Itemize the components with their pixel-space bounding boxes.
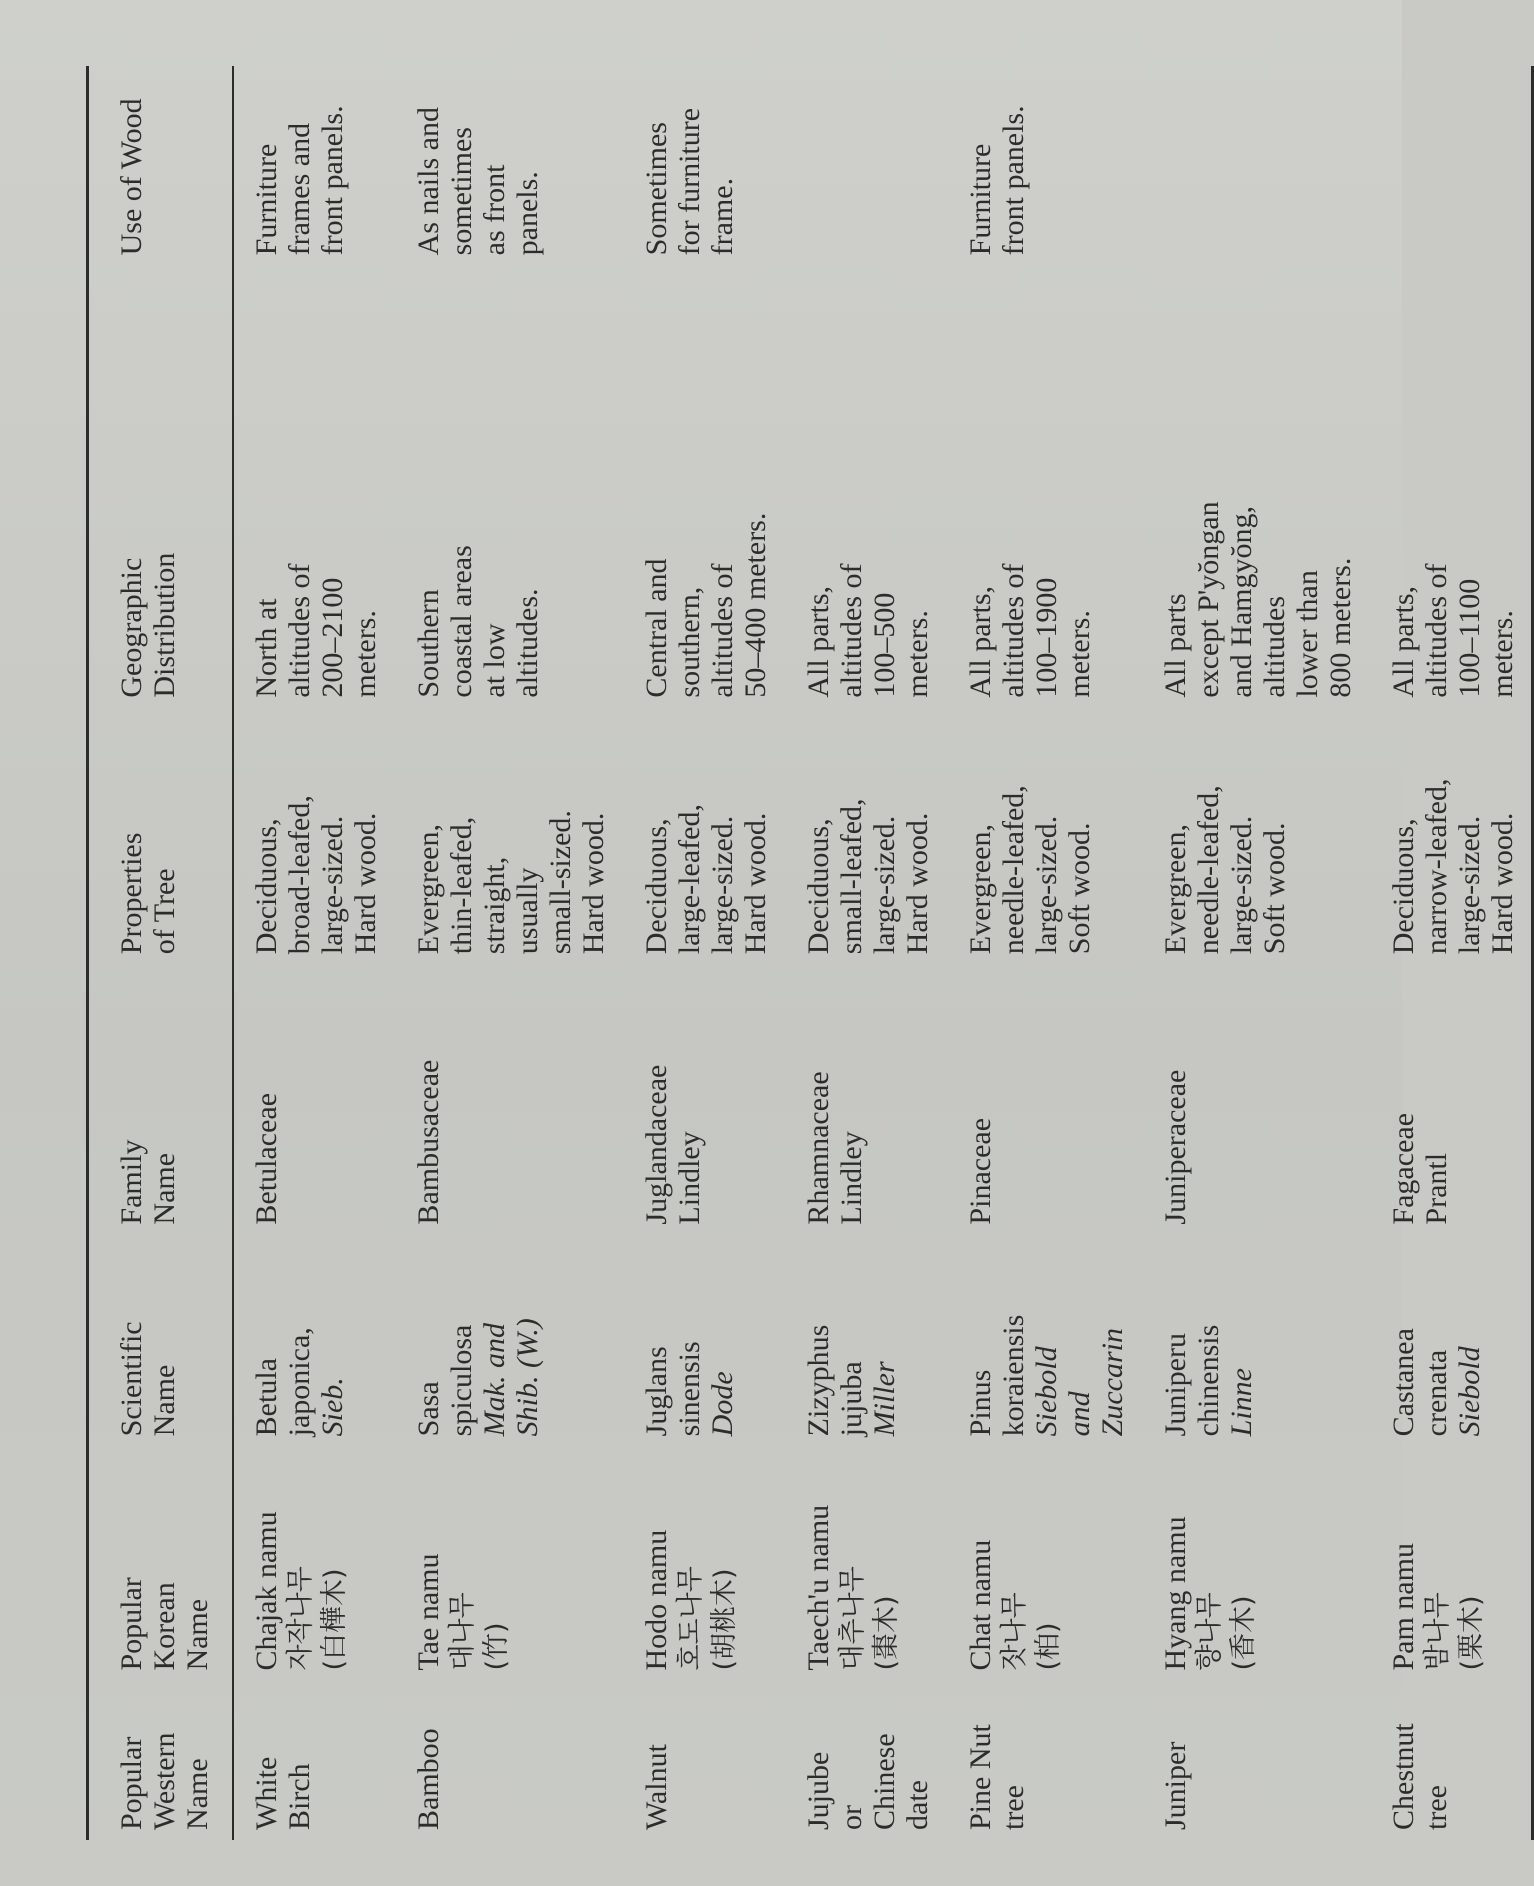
use-of-wood-cell: Sometimes for furniture frame. [640, 107, 739, 256]
family-name-cell: Juglandaceae Lindley [640, 1064, 706, 1225]
family-name-cell: Pinaceae [964, 1117, 997, 1225]
properties-cell: Evergreen, thin-leafed, straight, usually small-sized. Hard wood. [412, 810, 610, 955]
distribution-cell: All parts, altitudes of 100–500 meters. [802, 563, 934, 698]
family-name-cell: Fagaceae Prantl [1387, 1112, 1453, 1225]
header-western-name: Popular Western Name [115, 1732, 214, 1830]
scientific-name: Juglans sinensis [640, 1341, 706, 1437]
korean-romanized: Hyang namu [1159, 1516, 1192, 1671]
header-scientific-name: Scientific Name [115, 1321, 181, 1437]
korean-name-cell [394, 1446, 622, 1680]
korean-hanja: (胡桃木) [709, 1568, 740, 1671]
scientific-name-cell [233, 1235, 394, 1447]
header-family-name: Family Name [115, 1139, 181, 1225]
family-name-cell: Rhamnaceae Lindley [802, 1071, 868, 1225]
scientific-name: Sasa spiculosa [412, 1324, 478, 1437]
korean-hangul: 자작나무 [285, 1566, 316, 1671]
scientific-name: Pinus koraiensis [964, 1314, 1030, 1437]
family-name-cell: Juniperaceae [1159, 1069, 1192, 1225]
korean-romanized: Pam namu [1387, 1543, 1420, 1671]
korean-hanja: (香木) [1228, 1595, 1259, 1671]
table-row [394, 66, 622, 1840]
use-of-wood-cell [784, 66, 946, 265]
korean-hangul: 대나무 [447, 1592, 478, 1671]
korean-romanized: Taech'u namu [802, 1504, 835, 1671]
scientific-authority: Siebold and Zuccarin [1030, 1328, 1129, 1437]
korean-romanized: Hodo namu [640, 1529, 673, 1671]
scientific-name-cell [1141, 1235, 1369, 1447]
korean-hangul: 호도나무 [675, 1566, 706, 1671]
family-name-cell: Betulaceae [250, 1092, 283, 1225]
header-distribution: Geographic Distribution [115, 552, 181, 698]
korean-romanized: Chat namu [964, 1539, 997, 1671]
table-row [1369, 66, 1533, 1840]
table-row [622, 66, 784, 1840]
western-name-cell: Walnut [640, 1744, 673, 1830]
distribution-cell: Central and southern, altitudes of 50–400 meters. [640, 512, 772, 698]
korean-romanized: Tae namu [412, 1553, 445, 1671]
korean-name-cell [784, 1446, 946, 1680]
distribution-cell: All parts, altitudes of 100–1900 meters. [964, 563, 1096, 698]
korean-name-cell [233, 1446, 394, 1680]
scientific-name: Juniperu chinensis [1159, 1324, 1225, 1437]
scientific-name: Zizyphus jujuba [802, 1324, 868, 1437]
western-name-cell: White Birch [250, 1756, 316, 1830]
distribution-cell: Southern coastal areas at low altitudes. [412, 545, 544, 698]
properties-cell: Deciduous, narrow-leafed, large-sized. Hard wood. [1387, 778, 1519, 955]
properties-cell: Evergreen, needle-leafed, large-sized. Soft wood. [964, 785, 1096, 955]
distribution-cell: North at altitudes of 200–2100 meters. [250, 563, 382, 698]
korean-hanja: (栗木) [1456, 1595, 1487, 1671]
properties-cell: Evergreen, needle-leafed, large-sized. Soft wood. [1159, 785, 1291, 955]
distribution-cell: All parts, altitudes of 100–1100 meters. [1387, 563, 1519, 698]
korean-romanized: Chajak namu [250, 1511, 283, 1671]
scientific-name-cell [394, 1235, 622, 1447]
korean-name-cell [1369, 1446, 1533, 1680]
use-of-wood-cell [1141, 66, 1369, 265]
scientific-name-cell [622, 1235, 784, 1447]
korean-name-cell [622, 1446, 784, 1680]
properties-cell: Deciduous, large-leafed, large-sized. Hard wood. [640, 804, 772, 955]
scientific-name-cell [946, 1235, 1141, 1447]
korean-hangul: 대추나무 [837, 1566, 868, 1671]
korean-hanja: (白樺木) [319, 1568, 350, 1671]
header-use-of-wood: Use of Wood [115, 98, 148, 256]
western-name-cell: Jujube or Chinese date [802, 1733, 934, 1830]
scientific-authority: Miller [868, 1361, 901, 1437]
western-name-cell: Pine Nut tree [964, 1724, 1030, 1830]
western-name-cell: Juniper [1159, 1741, 1192, 1830]
use-of-wood-cell [1369, 66, 1533, 265]
properties-cell: Deciduous, small-leafed, large-sized. Hard wood. [802, 798, 934, 955]
korean-hangul: 밤나무 [1422, 1592, 1453, 1671]
scientific-name-cell [1369, 1235, 1533, 1447]
table-row [784, 66, 946, 1840]
western-name-cell: Bamboo [412, 1728, 445, 1830]
family-name-cell: Bambusaceae [412, 1059, 445, 1225]
table-body [233, 66, 1533, 1840]
use-of-wood-cell: Furniture front panels. [964, 105, 1030, 256]
table-row [233, 66, 394, 1840]
table-header-row [88, 66, 234, 1840]
korean-hanja: (棗木) [871, 1595, 902, 1671]
properties-cell: Deciduous, broad-leafed, large-sized. Hard wood. [250, 795, 382, 955]
scientific-authority: Mak. and Shib. (W.) [478, 1318, 544, 1437]
korean-name-cell [1141, 1446, 1369, 1680]
western-name-cell: Chestnut tree [1387, 1723, 1453, 1830]
korean-name-cell [946, 1446, 1141, 1680]
korean-hanja: (竹) [481, 1622, 512, 1671]
wood-species-table [86, 66, 1534, 1840]
scientific-name-cell [784, 1235, 946, 1447]
korean-hanja: (柏) [1033, 1622, 1064, 1671]
scientific-authority: Dode [706, 1371, 739, 1437]
scientific-name: Betula japonica, [250, 1327, 316, 1437]
table-row [946, 66, 1141, 1840]
korean-hangul: 잣나무 [999, 1592, 1030, 1671]
scientific-authority: Linne [1225, 1368, 1258, 1437]
scientific-authority: Sieb. [316, 1377, 349, 1437]
scientific-authority: Siebold [1453, 1346, 1486, 1437]
scientific-name: Castanea crenata [1387, 1328, 1453, 1437]
korean-hangul: 향나무 [1194, 1592, 1225, 1671]
distribution-cell: All parts except P'yŏngan and Hamgyŏng, altitudes lower than 800 meters. [1159, 501, 1357, 698]
header-korean-name: Popular Korean Name [115, 1577, 214, 1671]
use-of-wood-cell: As nails and sometimes as front panels. [412, 107, 544, 256]
table-row [1141, 66, 1369, 1840]
use-of-wood-cell: Furniture frames and front panels. [250, 105, 349, 256]
header-properties: Properties of Tree [115, 832, 181, 955]
